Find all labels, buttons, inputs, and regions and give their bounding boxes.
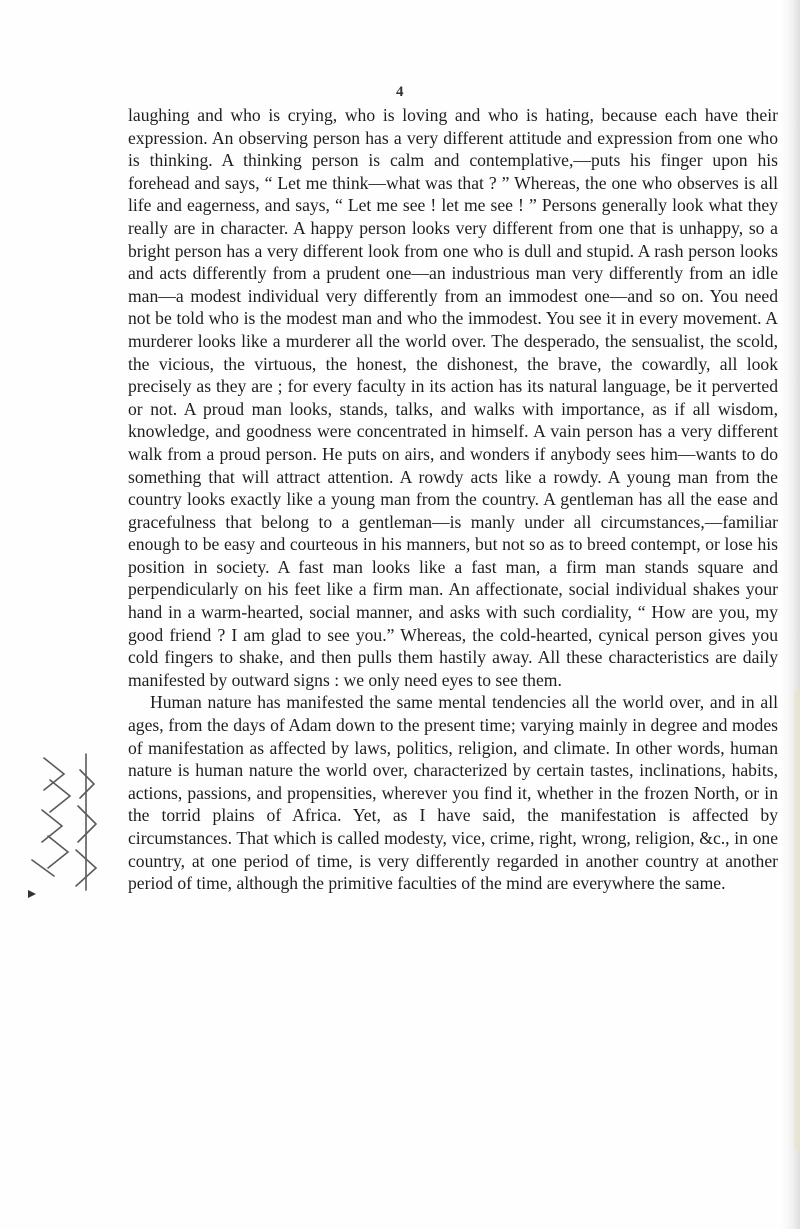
pencil-chevron-6	[78, 806, 96, 842]
page-edge-shadow	[778, 0, 800, 1229]
paragraph-1: laughing and who is crying, who is loving and who is hating, because each have their expression. An observing person has a very different attitude and expression from one who is thinking. A thinking person is calm and contemplative,—puts his finger upon his forehead and says, “ Let me think—what was that ? ” Whereas, the one who observes is all life and eagerness, and says, “ Let me see ! let me see ! ” Persons generally look what they really are in character. A happy person looks very different from one that is unhappy, so a bright person has a very different look from one who is dull and stupid. A rash person looks and acts differently from a prudent one—an industrious man very differently from an idle man—a modest individual very differently from an immodest one—and so on. You need not be told who is the modest man and who the immodest. You see it in every movement. A murderer looks like a murderer all the world over. The desperado, the sensualist, the scold, the vicious, the virtuous, the honest, the dishonest, the brave, the cowardly, all look precisely as they are ; for every faculty in its action has its natural language, be it perverted or not. A proud man looks, stands, talks, and walks with importance, as if all wisdom, knowledge, and goodness were concentrated in himself. A vain person has a very different walk from a proud person. He puts on airs, and wonders if anybody sees him—wants to do something that will attract attention. A rowdy acts like a rowdy. A young man from the country looks exactly like a young man from the country. A gentleman has all the ease and gracefulness that belong to a gentleman—is manly under all circumstances,—familiar enough to be easy and courteous in his manners, but not so as to breed contempt, or lose his position in society. A fast man looks like a fast man, a firm man stands square and perpendicularly on his feet like a firm man. An affectionate, social individual shakes your hand in a warm-hearted, social manner, and asks with such cordiality, “ How are you, my good friend ? I am glad to see you.” Whereas, the cold-hearted, cynical person gives you cold fingers to shake, and then pulls them hastily away. All these characteristics are daily manifested by outward signs : we only need eyes to see them.	[128, 105, 778, 690]
pencil-chevron-1	[44, 758, 64, 790]
pencil-chevron-2	[50, 780, 70, 812]
pencil-stroke-2	[32, 860, 54, 876]
pencil-chevron-3	[42, 810, 62, 842]
margin-pencil-marks	[24, 740, 104, 940]
paragraph-2: Human nature has manifested the same mental tendencies all the world over, and in all ages, from the days of Adam down to the present time; varying mainly in degree and modes of manifestation as affected by laws, politics, religion, and climate. In other words, human nature is human nature the world over, characterized by certain tastes, inclinations, habits, actions, passions, and propensities, wherever you find it, whether in the frozen North, or in the torrid plains of Africa. Yet, as I have said, the manifestation is affected by circumstances. That which is called modesty, vice, crime, right, wrong, religion, &c., in one country, at one period of time, is very differently regarded in another country at another period of time, although the primitive faculties of the mind are everywhere the same.	[128, 692, 778, 894]
pencil-arrow	[28, 890, 36, 898]
page-number: 4	[396, 84, 404, 100]
pencil-chevron-5	[80, 770, 94, 798]
pencil-chevron-4	[48, 836, 68, 868]
body-text	[128, 104, 778, 895]
